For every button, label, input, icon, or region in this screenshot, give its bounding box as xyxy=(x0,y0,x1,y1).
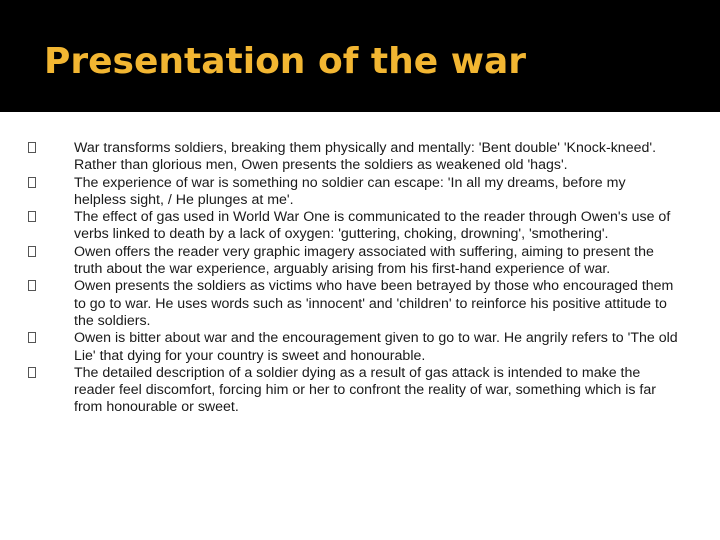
bullet-item xyxy=(28,140,680,175)
bullet-text: Owen presents the soldiers as victims who have been betrayed by those who encouraged them to go to war. He uses words such as 'innocent' and 'children' to reinforce his positive attitude to the soldiers. xyxy=(74,278,674,329)
bullet-item xyxy=(28,278,680,330)
slide-title: Presentation of the war xyxy=(44,41,526,82)
bullet-list xyxy=(28,140,680,417)
bullet-item xyxy=(28,365,680,417)
missing-glyph-box-icon xyxy=(28,211,36,222)
bullet-text: The experience of war is something no soldier can escape: 'In all my dreams, before my helpless sight, / He plunges at me'. xyxy=(74,174,626,208)
missing-glyph-box-icon xyxy=(28,177,36,188)
missing-glyph-box-icon xyxy=(28,142,36,153)
missing-glyph-box-icon xyxy=(28,332,36,343)
bullet-item xyxy=(28,209,680,244)
title-bar xyxy=(0,0,720,112)
missing-glyph-box-icon xyxy=(28,367,36,378)
bullet-text: Owen is bitter about war and the encouragement given to go to war. He angrily refers to 'The old Lie' that dying for your country is sweet and honourable. xyxy=(74,330,678,364)
bullet-text: Owen offers the reader very graphic imagery associated with suffering, aiming to present the truth about the war experience, arguably arising from his first-hand experience of war. xyxy=(74,243,654,278)
missing-glyph-box-icon xyxy=(28,246,36,257)
bullet-item xyxy=(28,175,680,210)
bullet-item xyxy=(28,330,680,365)
bullet-text: The detailed description of a soldier dying as a result of gas attack is intended to make the reader feel discomfort, forcing him or her to confront the reality of war, something which is far from honourable or sweet. xyxy=(74,364,656,416)
bullet-item xyxy=(28,244,680,279)
missing-glyph-box-icon xyxy=(28,280,36,291)
bullet-text: The effect of gas used in World War One is communicated to the reader through Owen's use of verbs linked to death by a lack of oxygen: 'guttering, choking, drowning', 'smothering'. xyxy=(74,209,671,243)
bullet-text: War transforms soldiers, breaking them physically and mentally: 'Bent double' 'Knock-kneed'. Rather than glorious men, Owen presents the soldiers as weakened old 'hags'. xyxy=(74,140,657,174)
